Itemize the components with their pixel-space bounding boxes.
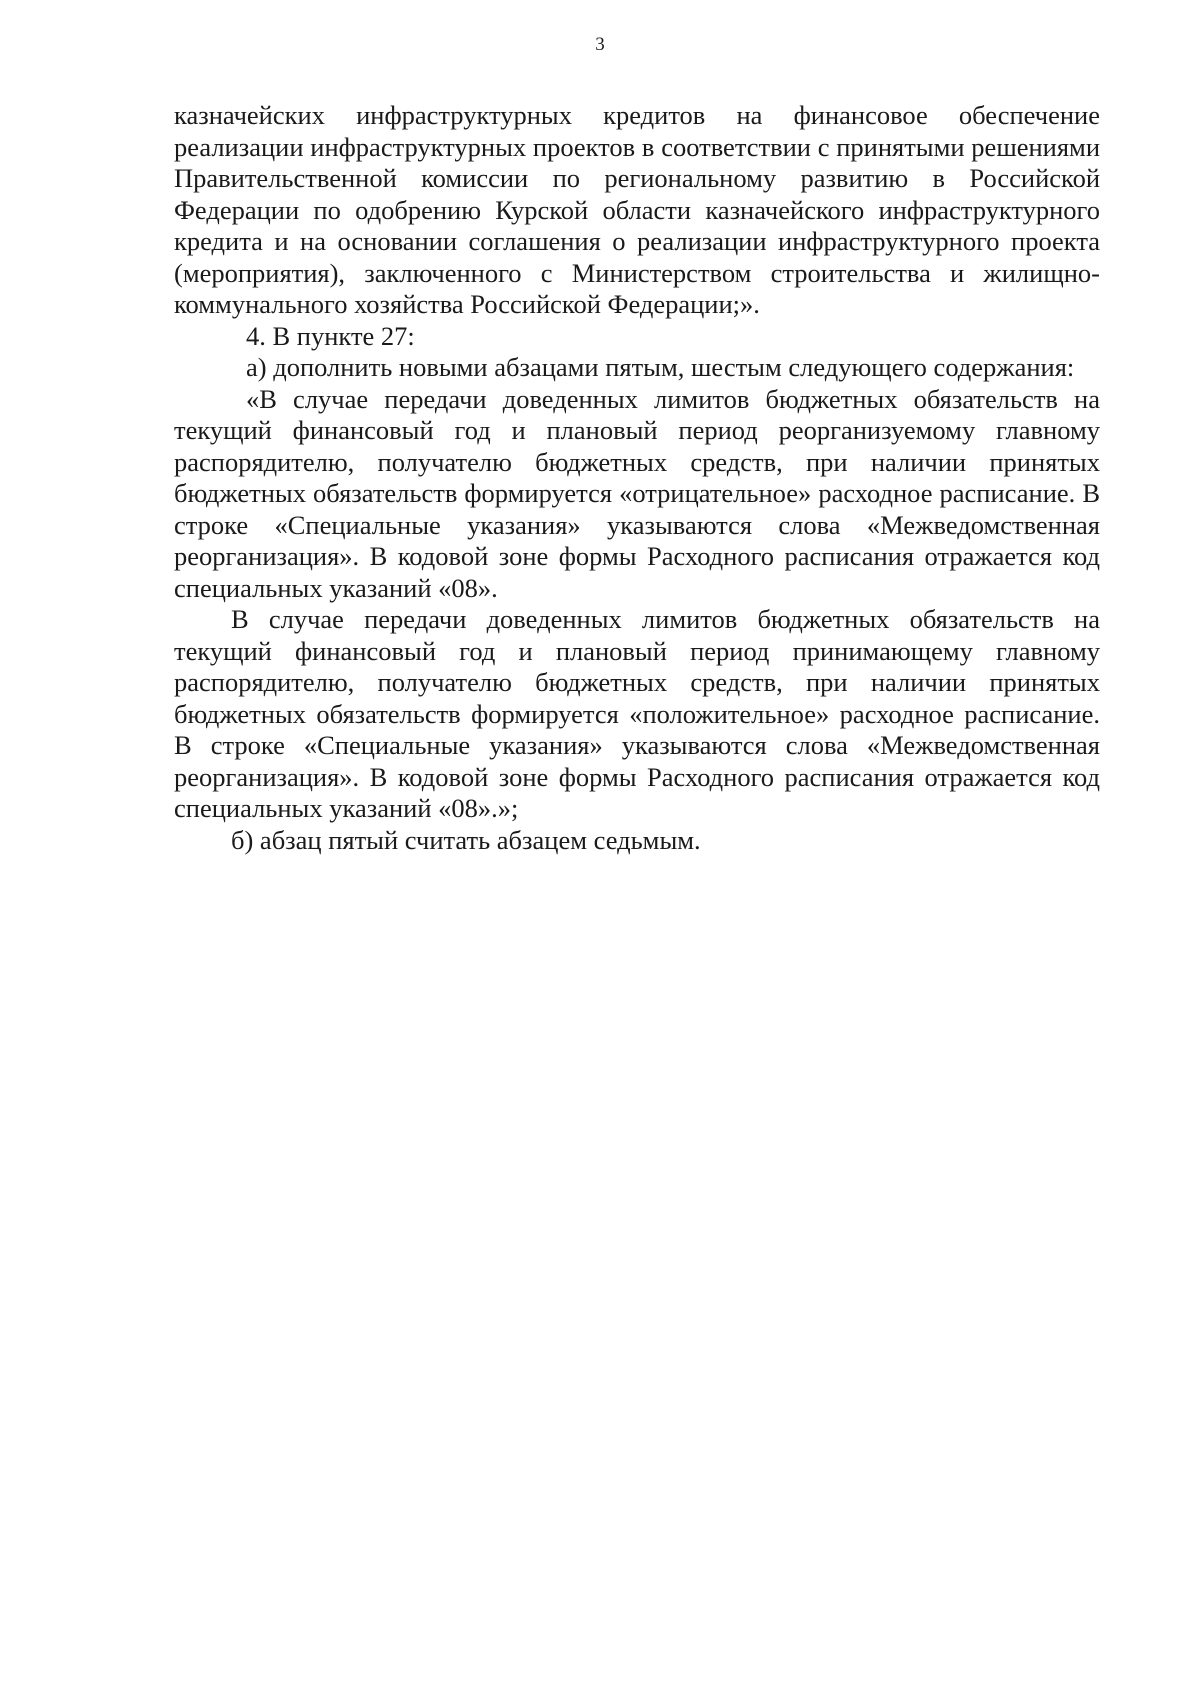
paragraph-continuation: казначейских инфраструктурных кредитов на финансовое обеспечение реализации инфраструктурных проектов в соответствии с принятыми решениями Правительственной комиссии по региональному развитию в Российской Федерации по одобрению Курской области казначейского инфраструктурного кредита и на основании соглашения о реализации инфраструктурного проекта (мероприятия), заключенного с Министерством строительства и жилищно-коммунального хозяйства Российской Федерации;». xyxy=(174,100,1100,319)
paragraph-subitem-b: б) абзац пятый считать абзацем седьмым. xyxy=(231,824,701,855)
document-body xyxy=(174,100,1100,856)
page-number: 3 xyxy=(595,34,605,55)
paragraph-item-4: 4. В пункте 27: xyxy=(246,320,415,351)
paragraph-quote-first: «В случае передачи доведенных лимитов бюджетных обязательств на текущий финансовый год и плановый период реорганизуемому главному распорядителю, получателю бюджетных средств, при наличии принятых бюджетных обязательств формируется «отрицательное» расходное расписание. В строке «Специальные указания» указываются слова «Межведомственная реорганизация». В кодовой зоне формы Расходного расписания отражается код специальных указаний «08». xyxy=(174,383,1100,603)
paragraph-subitem-a: а) дополнить новыми абзацами пятым, шестым следующего содержания: xyxy=(246,352,1075,382)
paragraph-quote-second: В случае передачи доведенных лимитов бюджетных обязательств на текущий финансовый год и плановый период принимающему главному распорядителю, получателю бюджетных средств, при наличии принятых бюджетных обязательств формируется «положительное» расходное расписание. В строке «Специальные указания» указываются слова «Межведомственная реорганизация». В кодовой зоне формы Расходного расписания отражается код специальных указаний «08».»; xyxy=(174,604,1100,823)
